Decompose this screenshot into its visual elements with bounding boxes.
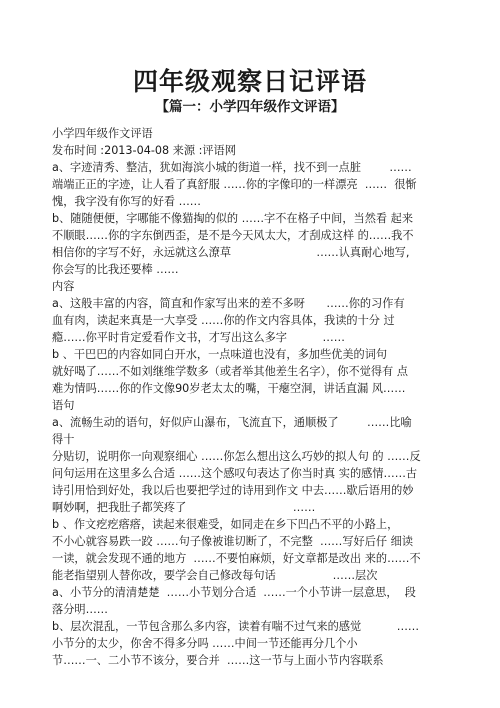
body-line: b 、作文疙疙瘩瘩，读起来很难受，如同走在乡下凹凸不平的小路上，	[52, 518, 399, 531]
body-line: 啊妙啊，把我肚子都笑疼了 ……	[52, 501, 316, 514]
body-line: 分贴切，说明你一向观察细心 ……你怎么想出这么巧妙的拟人句 的 ……反	[52, 450, 421, 463]
body-line: a、小节分的清清楚楚 ……小节划分合适 ……一个小节讲一层意思， 段	[52, 586, 416, 599]
body-line: 能老指望别人替你改，要学会自己修改每句话 ……层次	[52, 569, 378, 582]
document-body	[52, 125, 472, 669]
body-line: 语句	[52, 399, 75, 412]
body-line: b 、干巴巴的内容如同白开水，一点味道也没有，多加些优美的词句	[52, 348, 388, 361]
body-line: a、流畅生动的语句，好似庐山瀑布，飞流直下，通顺极了 ……比喻	[52, 416, 412, 429]
body-line: 就好喝了……不如刘继维学数多（或者举其他差生名字），你不觉得有 点	[52, 365, 408, 378]
body-line: 瘾……你平时肯定爱看作文书，才写出这么多字 ……	[52, 331, 345, 344]
body-line: 血有肉，读起来真是一大享受 ……你的作文内容具体，我读的十分 过	[52, 314, 395, 327]
body-line: 小节分的太少，你舍不得多分吗 ……中间一节还能再分几个小	[52, 637, 358, 650]
body-line: 相信你的字写不好，永远就这么潦草 ……认真耐心地写,	[52, 246, 410, 259]
document-subtitle: 【篇一：小学四年级作文评语】	[155, 99, 345, 115]
body-line: 内容	[52, 280, 75, 293]
body-line: 一读，就会发现不通的地方 ……不要怕麻烦，好文章都是改出 来的……不	[52, 552, 421, 565]
body-line: 端端正正的字迹，让人看了真舒服 ……你的字像印的一样漂亮 …… 很惭	[52, 178, 417, 191]
body-line: 得十	[52, 433, 75, 446]
body-line: 节……一、二小节不该分，要合并 ……这一节与上面小节内容联系	[52, 654, 384, 667]
body-line: 愧，我字没有你写的好看 ……	[52, 195, 201, 208]
body-line: a、字迹清秀、整洁，犹如海滨小城的街道一样，找不到一点脏 ……	[52, 161, 412, 174]
body-line: a、这般丰富的内容，简直和作家写出来的差不多呀 ……你的习作有	[52, 297, 405, 310]
body-line: 你会写的比我还要棒 ……	[52, 263, 179, 276]
body-line: 诗引用恰到好处，我以后也要把学过的诗用到作文 中去……歇后语用的妙	[52, 484, 414, 497]
body-line: 小学四年级作文评语	[52, 127, 153, 140]
body-line: 发布时间 :2013-04-08 来源 :评语网	[52, 144, 236, 157]
body-line: 不顺眼……你的字东倒西歪，是不是今天风太大，才刮成这样 的……我不	[52, 229, 414, 242]
body-line: b、随随便便，字哪能不像猫掏的似的 ……字不在格子中间，当然看 起来	[52, 212, 414, 225]
body-line: 不小心就容易跌一跤 ……句子像被谁切断了，不完整 ……写好后仔 细读	[52, 535, 414, 548]
body-line: b、层次混乱，一节包含那么多内容，读着有喘不过气来的感觉 ……	[52, 620, 420, 633]
body-line: 难为情吗……你的作文像90岁老太太的嘴，干瘪空洞，讲话直漏 风……	[52, 382, 406, 395]
document-title: 四年级观察日记评语	[132, 67, 367, 96]
body-line: 问句运用在这里多么合适 ……这个感叹句表达了你当时真 实的感情……古	[52, 467, 418, 480]
body-line: 落分明……	[52, 603, 108, 616]
